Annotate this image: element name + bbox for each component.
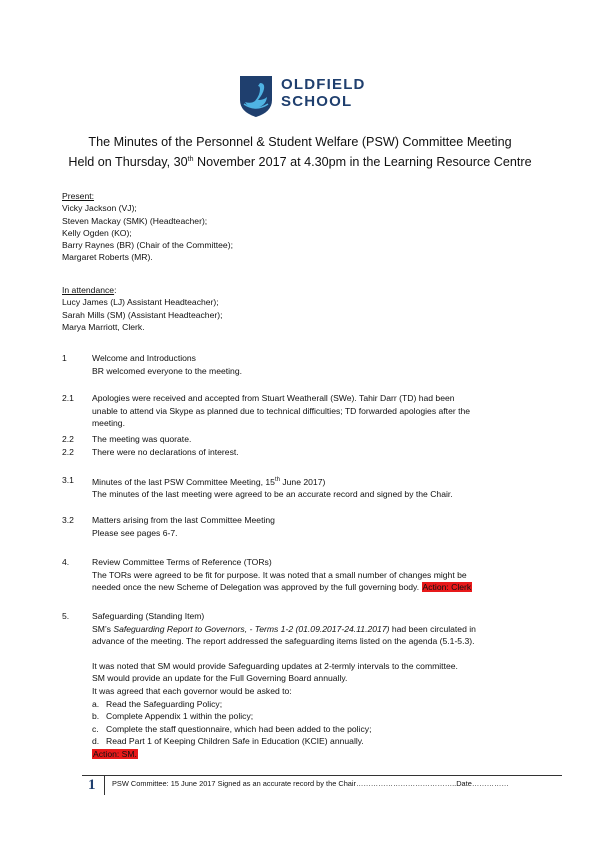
section-2-1: 2.1 Apologies were received and accepted from Stuart Weatherall (SWe). Tahir Darr (TD) had been unable to attend via Skype as planned due to technical difficulties; TD forwarded apologies after the meeting.	[62, 393, 471, 429]
present-name: Kelly Ogden (KO);	[62, 227, 132, 238]
section-2-3: 2.2 There were no declarations of interest.	[62, 447, 239, 457]
present-name: Vicky Jackson (VJ);	[62, 203, 137, 214]
section-2-2: 2.2 The meeting was quorate.	[62, 434, 192, 444]
section-3-2: 3.2 Matters arising from the last Committee Meeting Please see pages 6-7.	[62, 514, 542, 539]
list-item: a. Read the Safeguarding Policy;	[92, 698, 223, 709]
footer-text: PSW Committee: 15 June 2017 Signed as an accurate record by the Chair…………………………………..Date……………	[112, 779, 509, 788]
present-heading: Present:	[62, 191, 95, 201]
page-number: 1	[88, 777, 96, 793]
action-sm-badge: Action: SM.	[93, 748, 137, 759]
section-heading: Minutes of the last PSW Committee Meeting, 15th June 2017)	[92, 476, 326, 487]
list-item: c. Complete the staff questionnaire, which had been added to the policy;	[92, 723, 372, 734]
section-heading: Matters arising from the last Committee Meeting	[92, 515, 275, 525]
section-heading: Safeguarding (Standing Item)	[92, 611, 205, 621]
list-item: d. Read Part 1 of Keeping Children Safe in Education (KCIE) annually.	[92, 736, 364, 747]
section-heading: Review Committee Terms of Reference (TORs)	[92, 557, 272, 567]
document-title-line1: The Minutes of the Personnel & Student Welfare (PSW) Committee Meeting	[88, 135, 512, 149]
attendance-name: Sarah Mills (SM) (Assistant Headteacher);	[62, 309, 223, 320]
list-item: b. Complete Appendix 1 within the policy;	[92, 711, 254, 722]
swan-shield-icon	[238, 74, 274, 118]
section-4: 4. Review Committee Terms of Reference (TORs) The TORs were agreed to be fit for purpose. It was noted that a small number of changes might be needed once the new Scheme of Delegation was approved by the full governing body. Action: Clerk	[62, 556, 542, 594]
page-footer	[82, 775, 562, 795]
attendance-heading: In attendance:	[62, 285, 117, 295]
present-section	[62, 190, 233, 264]
present-name: Margaret Roberts (MR).	[62, 252, 153, 263]
attendance-name: Lucy James (LJ) Assistant Headteacher);	[62, 297, 219, 308]
present-name: Steven Mackay (SMK) (Headteacher);	[62, 215, 208, 226]
school-logo	[238, 74, 388, 120]
document-title-line2: Held on Thursday, 30th November 2017 at 4.30pm in the Learning Resource Centre	[68, 155, 532, 170]
action-clerk-badge: Action: Clerk	[422, 582, 472, 593]
section-5: 5. Safeguarding (Standing Item) SM’s Safeguarding Report to Governors, - Terms 1-2 (01.09.2017-24.11.2017) had been circulated in advance of the meeting. The report addressed the safeguarding items listed on the agenda (5.1-5.3). It was noted that SM would provide Safeguarding updates at 2-termly intervals to the committee. SM would provide an update for the Full Governing Board annually. It was agreed that each governor would be asked to: a. Read the Safeguarding Policy; b. Complete Appendix 1 within the policy; c. Complete the staff questionnaire, which had been added to the policy; d. Read Part 1 of Keeping Children Safe in Education (KCIE) annually. Action: SM.	[62, 610, 542, 761]
attendance-section	[62, 284, 222, 333]
section-3-1: 3.1 Minutes of the last PSW Committee Meeting, 15th June 2017) The minutes of the last meeting were agreed to be an accurate record and signed by the Chair.	[62, 474, 542, 501]
school-name: OLDFIELD SCHOOL	[281, 76, 366, 110]
attendance-name: Marya Marriott, Clerk.	[62, 321, 145, 332]
present-name: Barry Raynes (BR) (Chair of the Committee);	[62, 240, 233, 251]
section-heading: Welcome and Introductions	[92, 353, 196, 363]
section-1: 1 Welcome and Introductions BR welcomed everyone to the meeting.	[62, 352, 542, 377]
